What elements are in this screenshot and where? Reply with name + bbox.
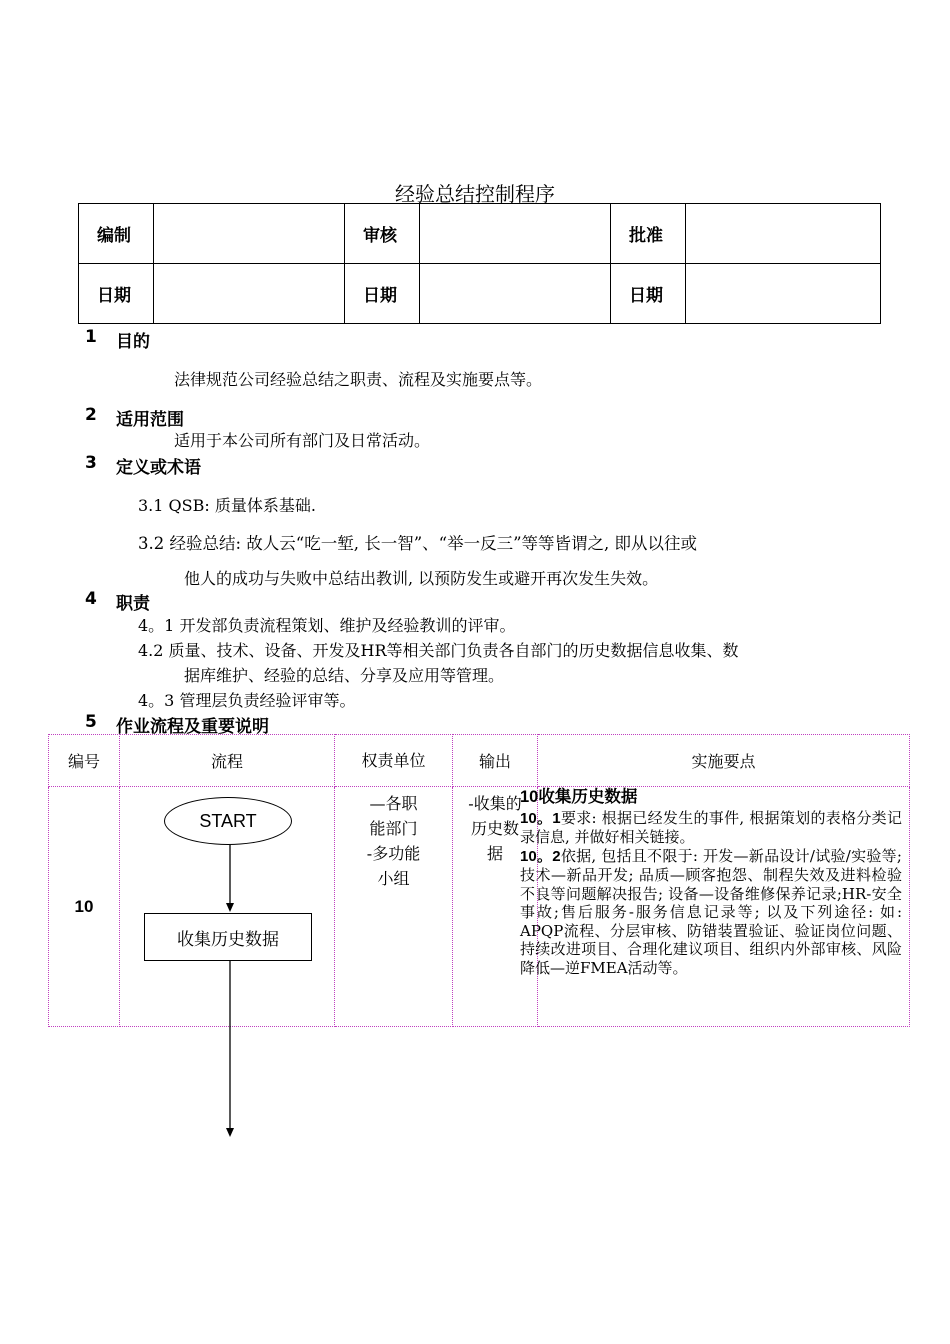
section-1-title: 目的	[116, 332, 150, 352]
section-4-title: 职责	[116, 594, 150, 614]
header-flow: 流程	[120, 735, 335, 787]
section-4-number: 4	[85, 589, 97, 609]
section-1-text: 法律规范公司经验总结之职责、流程及实施要点等。	[174, 370, 543, 389]
section-4-item-1: 4。1 开发部负责流程策划、维护及经验教训的评审。	[138, 616, 516, 635]
header-responsible-unit: 权责单位	[335, 735, 453, 787]
section-1-number: 1	[85, 327, 97, 347]
section-4-item-2-line-1: 4.2 质量、技术、设备、开发及HR等相关部门负责各自部门的历史数据信息收集、数	[138, 641, 739, 660]
cell-date2-label: 日期	[345, 264, 420, 324]
section-5-title: 作业流程及重要说明	[116, 717, 269, 737]
output-line: 历史数	[470, 819, 519, 838]
section-3-item-2-line-2: 他人的成功与失败中总结出教训, 以预防发生或避开再次发生失效。	[184, 569, 659, 588]
cell-approve-label: 批准	[611, 204, 686, 264]
cell-review-label: 审核	[345, 204, 420, 264]
cell-date1-label: 日期	[79, 264, 154, 324]
key-point-1	[520, 809, 902, 847]
key-points-text	[520, 788, 902, 977]
header-key-points: 实施要点	[538, 735, 910, 787]
section-2-title: 适用范围	[116, 410, 184, 430]
key-point-2-text: 依据, 包括且不限于: 开发—新品设计/试验/实验等;技术—新品开发; 品质—顾客抱怨、制程失效及进料检验不良等问题解决报告; 设备—设备维修保养记录;HR-安全事故;售后服务-服务信息记录等; 以及下列途径: 如: APQP流程、分层审核、防错装置验证、验证岗位问题、持续改进项目、合理化建议项目、组织内外部审核、风险降低—逆FMEA活动等。	[520, 846, 902, 977]
section-3-number: 3	[85, 453, 97, 473]
section-3-title: 定义或术语	[116, 458, 201, 478]
arrow-head-2	[226, 1128, 234, 1137]
dept-line: 小组	[377, 869, 410, 888]
process-step-collect-data: 收集历史数据	[144, 913, 312, 961]
key-point-1-text: 要求: 根据已经发生的事件, 根据策划的表格分类记录信息, 并做好相关链接。	[520, 808, 902, 846]
section-3-item-2-line-1: 3.2 经验总结: 故人云“吃一堑, 长一智”、“举一反三”等等皆谓之, 即从以往或	[138, 534, 698, 553]
dept-line: -多功能	[366, 844, 421, 863]
output-line: -收集的	[468, 794, 522, 813]
section-5-number: 5	[85, 712, 97, 732]
row-number: 10	[49, 787, 120, 1027]
key-point-2-number: 10。2	[520, 847, 561, 865]
cell-date3-label: 日期	[611, 264, 686, 324]
header-output: 输出	[453, 735, 538, 787]
key-point-2	[520, 847, 902, 978]
header-number: 编号	[49, 735, 120, 787]
section-2-text: 适用于本公司所有部门及日常活动。	[174, 431, 431, 450]
arrow-head-1	[226, 903, 234, 912]
section-2-number: 2	[85, 405, 97, 425]
key-points-title: 10收集历史数据	[520, 788, 638, 806]
section-4-item-3: 4。3 管理层负责经验评审等。	[138, 691, 356, 710]
dept-line: —各职	[369, 794, 418, 813]
output-line: 据	[486, 844, 503, 863]
key-point-1-number: 10。1	[520, 809, 561, 827]
section-3-item-1: 3.1 QSB: 质量体系基础.	[138, 496, 316, 515]
section-4-item-2-line-2: 据库维护、经验的总结、分享及应用等管理。	[184, 666, 505, 685]
start-node: START	[164, 797, 292, 845]
document-title: 经验总结控制程序	[395, 182, 555, 206]
dept-line: 能部门	[369, 819, 418, 838]
cell-compile-label: 编制	[79, 204, 154, 264]
